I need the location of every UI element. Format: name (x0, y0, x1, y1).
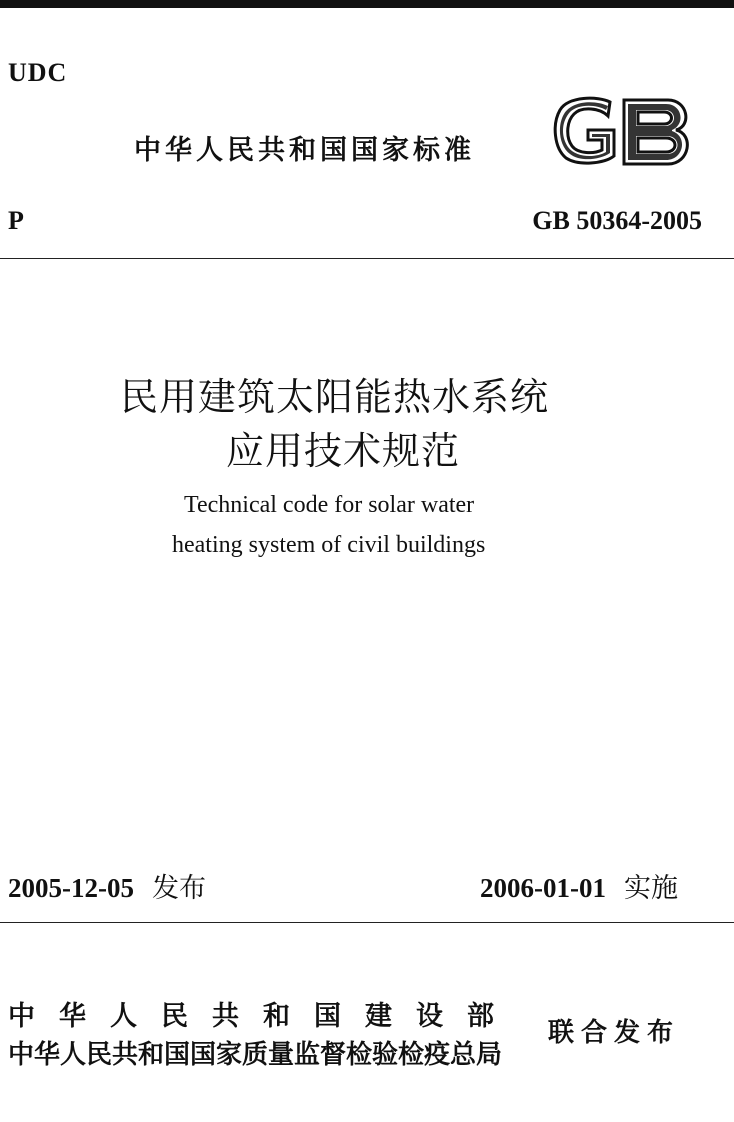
footer-divider (0, 922, 734, 923)
issue-date-block (8, 866, 206, 905)
issuer-aqsiq: 中华人民共和国国家质量监督检验检疫总局 (8, 1040, 503, 1070)
english-title-line-2: heating system of civil buildings (172, 532, 486, 558)
standard-type-title: 中华人民共和国国家标准 (134, 135, 475, 166)
issue-date: 2005-12-05 (8, 873, 134, 903)
chinese-title-line-1: 民用建筑太阳能热水系统 (120, 377, 550, 419)
english-title-line-1: Technical code for solar water (184, 492, 475, 518)
implementation-date: 2006-01-01 (480, 873, 606, 903)
issue-label: 发布 (151, 873, 206, 904)
udc-label: UDC (8, 58, 68, 87)
implementation-date-block (480, 866, 678, 905)
joint-issue-label: 联合发布 (548, 1018, 681, 1048)
standard-number: GB 50364-2005 (532, 206, 702, 235)
header-divider (0, 258, 734, 259)
classification-label: P (8, 206, 24, 235)
top-border-bar (0, 0, 734, 8)
chinese-title-line-2: 应用技术规范 (226, 431, 461, 473)
gb-logo-icon (548, 92, 698, 170)
implementation-label: 实施 (624, 873, 678, 904)
issuer-ministry-of-construction: 中华人民共和国建设部 (8, 1001, 518, 1032)
